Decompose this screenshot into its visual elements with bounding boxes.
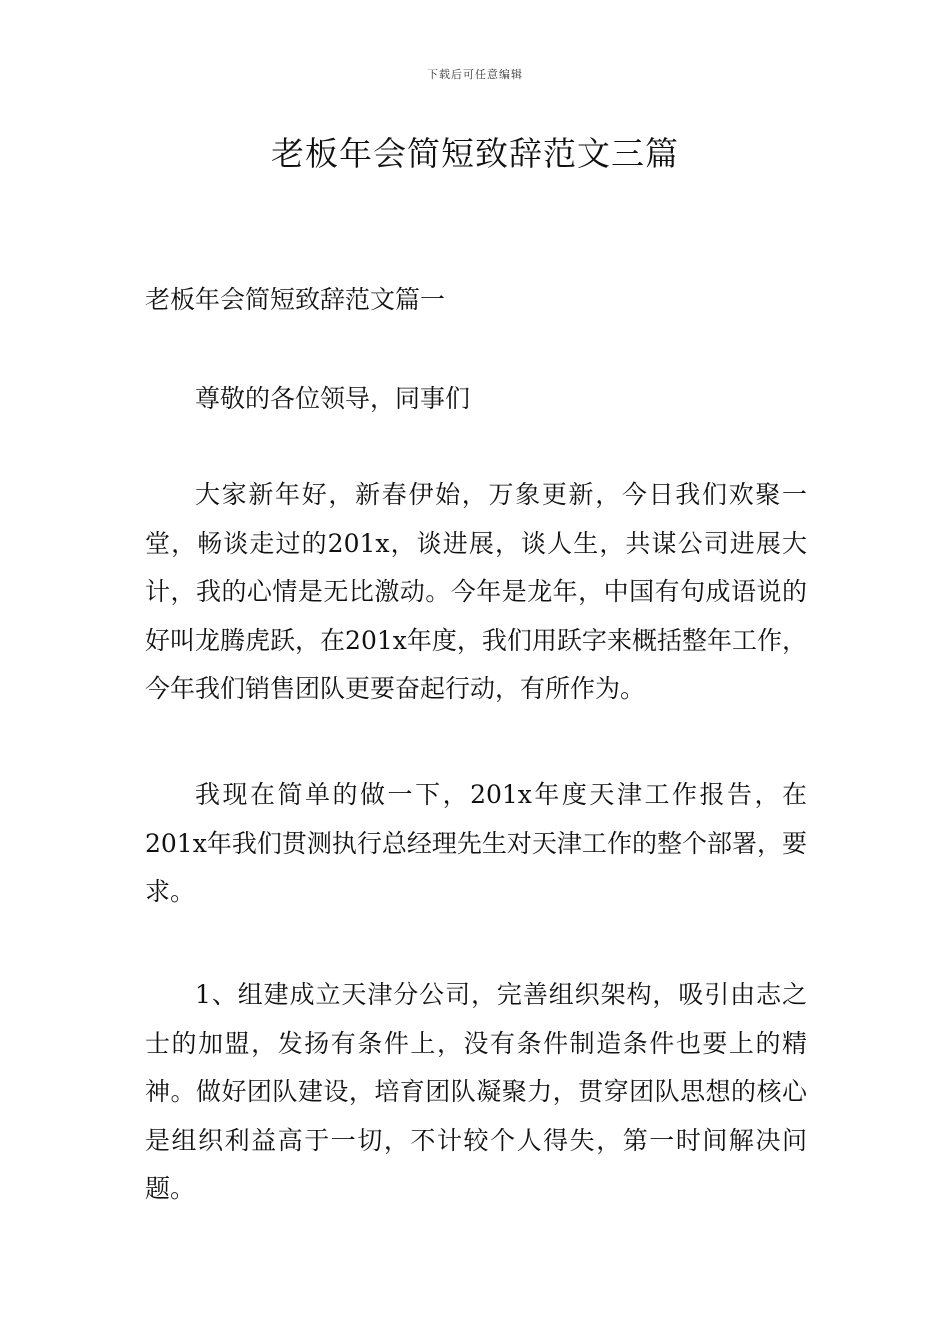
body-paragraph: 我现在简单的做一下，201x年度天津工作报告，在201x年我们贯测执行总经理先生对天津工作的整个部署，要求。 [145,780,807,906]
page-header-note: 下载后可任意编辑 [427,68,523,81]
body-paragraph: 1、组建成立天津分公司，完善组织架构，吸引由志之士的加盟，发扬有条件上，没有条件制造条件也要上的精神。做好团队建设，培育团队凝聚力，贯穿团队思想的核心是组织利益高于一切，不计较个人得失，第一时间解决问题。 [145,980,807,1203]
section-heading: 老板年会简短致辞范文篇一 [145,285,446,314]
body-paragraph: 大家新年好，新春伊始，万象更新，今日我们欢聚一堂，畅谈走过的201x，谈进展，谈人生，共谋公司进展大计，我的心情是无比激动。今年是龙年，中国有句成语说的好叫龙腾虎跃，在201x年度，我们用跃字来概括整年工作，今年我们销售团队更要奋起行动，有所作为。 [145,480,807,703]
salutation: 尊敬的各位领导，同事们 [195,384,471,413]
document-title: 老板年会简短致辞范文三篇 [271,134,679,173]
